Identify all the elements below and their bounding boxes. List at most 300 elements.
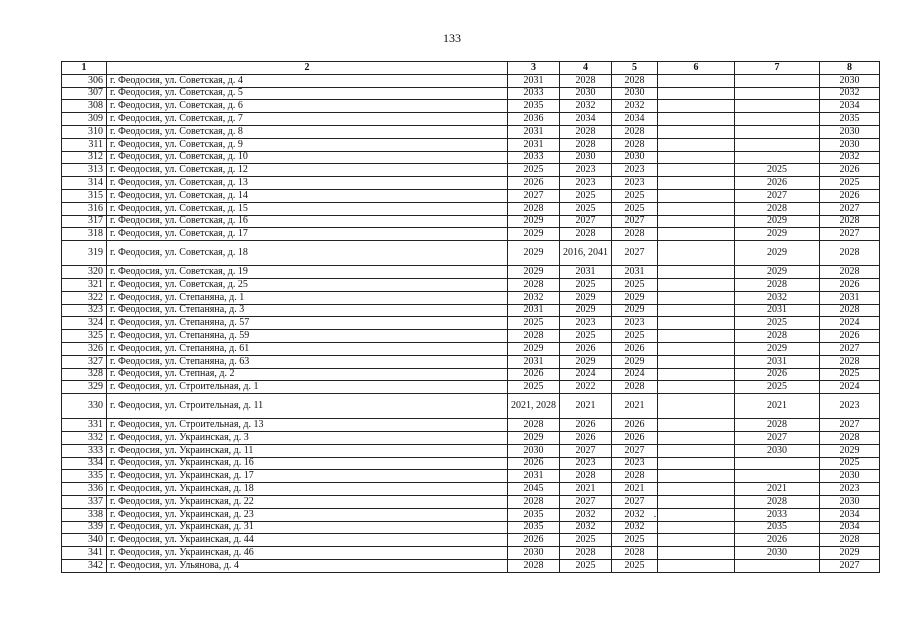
col-3-cell: 2028 bbox=[508, 559, 560, 572]
col-7-cell bbox=[735, 457, 820, 470]
col-6-cell bbox=[658, 278, 735, 291]
col-5-cell: 2023 bbox=[612, 317, 658, 330]
col-4-cell: 2034 bbox=[560, 113, 612, 126]
col-4-cell: 2026 bbox=[560, 431, 612, 444]
col-7-cell: 2021 bbox=[735, 483, 820, 496]
col-4-cell: 2027 bbox=[560, 215, 612, 228]
row-number-cell: 307 bbox=[62, 87, 107, 100]
col-7-cell: 2025 bbox=[735, 317, 820, 330]
col-8-cell: 2030 bbox=[820, 125, 880, 138]
address-cell: г. Феодосия, ул. Советская, д. 18 bbox=[107, 241, 508, 266]
table-row bbox=[62, 483, 880, 496]
row-number-cell: 335 bbox=[62, 470, 107, 483]
col-8-cell: 2028 bbox=[820, 215, 880, 228]
row-number-cell: 333 bbox=[62, 444, 107, 457]
col-5-cell: 2025 bbox=[612, 559, 658, 572]
col-3-cell: 2030 bbox=[508, 444, 560, 457]
col-4-cell: 2025 bbox=[560, 534, 612, 547]
col-7-cell: 2030 bbox=[735, 444, 820, 457]
table-row bbox=[62, 177, 880, 190]
col-3-cell: 2029 bbox=[508, 228, 560, 241]
table-row bbox=[62, 431, 880, 444]
col-5-cell: 2029 bbox=[612, 304, 658, 317]
col-5-cell: 2025 bbox=[612, 278, 658, 291]
col-4-cell: 2028 bbox=[560, 125, 612, 138]
table-row bbox=[62, 394, 880, 419]
col-6-cell bbox=[658, 470, 735, 483]
address-cell: г. Феодосия, ул. Степаняна, д. 61 bbox=[107, 342, 508, 355]
table-row bbox=[62, 74, 880, 87]
col-4-cell: 2025 bbox=[560, 189, 612, 202]
column-header: 5 bbox=[612, 62, 658, 75]
col-3-cell: 2031 bbox=[508, 304, 560, 317]
col-7-cell: 2030 bbox=[735, 547, 820, 560]
col-4-cell: 2026 bbox=[560, 419, 612, 432]
col-8-cell: 2026 bbox=[820, 189, 880, 202]
column-header: 7 bbox=[735, 62, 820, 75]
table-row bbox=[62, 419, 880, 432]
col-8-cell: 2034 bbox=[820, 508, 880, 521]
col-5-cell: 2026 bbox=[612, 342, 658, 355]
col-6-cell bbox=[658, 419, 735, 432]
column-header: 2 bbox=[107, 62, 508, 75]
address-cell: г. Феодосия, ул. Украинская, д. 18 bbox=[107, 483, 508, 496]
col-7-cell bbox=[735, 138, 820, 151]
col-4-cell: 2028 bbox=[560, 228, 612, 241]
col-5-cell: 2027 bbox=[612, 495, 658, 508]
table-header-row bbox=[62, 62, 880, 75]
col-4-cell: 2026 bbox=[560, 342, 612, 355]
col-3-cell: 2030 bbox=[508, 547, 560, 560]
col-3-cell: 2028 bbox=[508, 419, 560, 432]
col-8-cell: 2027 bbox=[820, 202, 880, 215]
col-6-cell bbox=[658, 547, 735, 560]
col-5-cell: 2029 bbox=[612, 355, 658, 368]
col-6-cell bbox=[658, 228, 735, 241]
table-row bbox=[62, 125, 880, 138]
col-3-cell: 2045 bbox=[508, 483, 560, 496]
col-3-cell: 2029 bbox=[508, 266, 560, 279]
table-row bbox=[62, 368, 880, 381]
col-8-cell: 2032 bbox=[820, 151, 880, 164]
address-cell: г. Феодосия, ул. Степная, д. 2 bbox=[107, 368, 508, 381]
table-row bbox=[62, 189, 880, 202]
table-row bbox=[62, 508, 880, 521]
column-header: 8 bbox=[820, 62, 880, 75]
table-row bbox=[62, 470, 880, 483]
row-number-cell: 309 bbox=[62, 113, 107, 126]
col-6-cell bbox=[658, 100, 735, 113]
col-7-cell bbox=[735, 151, 820, 164]
address-cell: г. Феодосия, ул. Строительная, д. 11 bbox=[107, 394, 508, 419]
row-number-cell: 326 bbox=[62, 342, 107, 355]
col-3-cell: 2035 bbox=[508, 508, 560, 521]
address-cell: г. Феодосия, ул. Украинская, д. 22 bbox=[107, 495, 508, 508]
col-3-cell: 2025 bbox=[508, 381, 560, 394]
col-4-cell: 2032 bbox=[560, 508, 612, 521]
col-6-cell bbox=[658, 457, 735, 470]
col-4-cell: 2023 bbox=[560, 177, 612, 190]
col-8-cell: 2024 bbox=[820, 381, 880, 394]
col-4-cell: 2030 bbox=[560, 151, 612, 164]
col-4-cell: 2023 bbox=[560, 164, 612, 177]
row-number-cell: 316 bbox=[62, 202, 107, 215]
col-5-cell: 2028 bbox=[612, 470, 658, 483]
col-3-cell: 2031 bbox=[508, 125, 560, 138]
col-3-cell: 2028 bbox=[508, 330, 560, 343]
row-number-cell: 308 bbox=[62, 100, 107, 113]
col-4-cell: 2029 bbox=[560, 304, 612, 317]
col-8-cell: 2026 bbox=[820, 278, 880, 291]
col-7-cell: 2028 bbox=[735, 278, 820, 291]
row-number-cell: 314 bbox=[62, 177, 107, 190]
col-7-cell: 2027 bbox=[735, 189, 820, 202]
col-5-cell: 2028 bbox=[612, 125, 658, 138]
col-6-cell bbox=[658, 138, 735, 151]
col-4-cell: 2028 bbox=[560, 547, 612, 560]
col-7-cell: 2027 bbox=[735, 431, 820, 444]
row-number-cell: 336 bbox=[62, 483, 107, 496]
col-5-cell: 2030 bbox=[612, 87, 658, 100]
col-5-cell: 2027 bbox=[612, 241, 658, 266]
col-3-cell: 2028 bbox=[508, 278, 560, 291]
row-number-cell: 334 bbox=[62, 457, 107, 470]
col-6-cell bbox=[658, 241, 735, 266]
col-6-cell bbox=[658, 394, 735, 419]
col-5-cell: 2021 bbox=[612, 483, 658, 496]
col-8-cell: 2026 bbox=[820, 330, 880, 343]
row-number-cell: 339 bbox=[62, 521, 107, 534]
col-5-cell: 2025 bbox=[612, 202, 658, 215]
address-cell: г. Феодосия, ул. Советская, д. 17 bbox=[107, 228, 508, 241]
col-4-cell: 2016, 2041 bbox=[560, 241, 612, 266]
col-3-cell: 2036 bbox=[508, 113, 560, 126]
table-row bbox=[62, 215, 880, 228]
col-8-cell: 2023 bbox=[820, 483, 880, 496]
row-number-cell: 327 bbox=[62, 355, 107, 368]
table-row bbox=[62, 202, 880, 215]
col-6-cell bbox=[658, 495, 735, 508]
col-6-cell bbox=[658, 368, 735, 381]
row-number-cell: 319 bbox=[62, 241, 107, 266]
col-6-cell bbox=[658, 330, 735, 343]
address-cell: г. Феодосия, ул. Советская, д. 10 bbox=[107, 151, 508, 164]
col-8-cell: 2027 bbox=[820, 419, 880, 432]
address-cell: г. Феодосия, ул. Украинская, д. 31 bbox=[107, 521, 508, 534]
address-cell: г. Феодосия, ул. Советская, д. 6 bbox=[107, 100, 508, 113]
col-4-cell: 2032 bbox=[560, 521, 612, 534]
col-7-cell: 2025 bbox=[735, 164, 820, 177]
col-8-cell: 2027 bbox=[820, 228, 880, 241]
row-number-cell: 341 bbox=[62, 547, 107, 560]
col-8-cell: 2030 bbox=[820, 74, 880, 87]
address-cell: г. Феодосия, ул. Украинская, д. 23 bbox=[107, 508, 508, 521]
table-row bbox=[62, 317, 880, 330]
col-6-cell bbox=[658, 113, 735, 126]
col-8-cell: 2034 bbox=[820, 100, 880, 113]
col-4-cell: 2024 bbox=[560, 368, 612, 381]
col-3-cell: 2026 bbox=[508, 534, 560, 547]
column-header: 6 bbox=[658, 62, 735, 75]
col-6-cell bbox=[658, 317, 735, 330]
col-8-cell: 2028 bbox=[820, 534, 880, 547]
col-4-cell: 2025 bbox=[560, 330, 612, 343]
row-number-cell: 306 bbox=[62, 74, 107, 87]
table-row bbox=[62, 381, 880, 394]
address-cell: г. Феодосия, ул. Советская, д. 14 bbox=[107, 189, 508, 202]
col-5-cell: 2027 bbox=[612, 215, 658, 228]
table-row bbox=[62, 330, 880, 343]
col-6-cell bbox=[658, 164, 735, 177]
col-3-cell: 2029 bbox=[508, 342, 560, 355]
col-3-cell: 2029 bbox=[508, 431, 560, 444]
col-3-cell: 2029 bbox=[508, 241, 560, 266]
column-header: 3 bbox=[508, 62, 560, 75]
address-cell: г. Феодосия, ул. Советская, д. 12 bbox=[107, 164, 508, 177]
col-7-cell: 2028 bbox=[735, 202, 820, 215]
row-number-cell: 313 bbox=[62, 164, 107, 177]
table-row bbox=[62, 241, 880, 266]
table-row bbox=[62, 355, 880, 368]
col-3-cell: 2033 bbox=[508, 151, 560, 164]
table-row bbox=[62, 495, 880, 508]
table-row bbox=[62, 100, 880, 113]
col-7-cell: 2025 bbox=[735, 381, 820, 394]
table-row bbox=[62, 534, 880, 547]
table-row bbox=[62, 228, 880, 241]
col-8-cell: 2028 bbox=[820, 266, 880, 279]
table-row bbox=[62, 164, 880, 177]
col-6-cell bbox=[658, 342, 735, 355]
row-number-cell: 331 bbox=[62, 419, 107, 432]
col-3-cell: 2026 bbox=[508, 457, 560, 470]
table-row bbox=[62, 291, 880, 304]
address-cell: г. Феодосия, ул. Степаняна, д. 59 bbox=[107, 330, 508, 343]
col-8-cell: 2034 bbox=[820, 521, 880, 534]
col-3-cell: 2025 bbox=[508, 164, 560, 177]
col-5-cell: 2028 bbox=[612, 381, 658, 394]
col-3-cell: 2028 bbox=[508, 202, 560, 215]
table-row bbox=[62, 266, 880, 279]
col-5-cell: 2023 bbox=[612, 164, 658, 177]
address-cell: г. Феодосия, ул. Советская, д. 19 bbox=[107, 266, 508, 279]
col-8-cell: 2026 bbox=[820, 164, 880, 177]
address-cell: г. Феодосия, ул. Строительная, д. 13 bbox=[107, 419, 508, 432]
col-6-cell bbox=[658, 304, 735, 317]
col-4-cell: 2029 bbox=[560, 291, 612, 304]
table-row bbox=[62, 457, 880, 470]
col-7-cell: 2029 bbox=[735, 266, 820, 279]
col-7-cell bbox=[735, 470, 820, 483]
col-8-cell: 2031 bbox=[820, 291, 880, 304]
col-7-cell: 2021 bbox=[735, 394, 820, 419]
col-5-cell: 2027 bbox=[612, 444, 658, 457]
address-cell: г. Феодосия, ул. Степаняна, д. 3 bbox=[107, 304, 508, 317]
col-8-cell: 2030 bbox=[820, 495, 880, 508]
scan-speck bbox=[654, 516, 656, 517]
col-7-cell: 2028 bbox=[735, 419, 820, 432]
row-number-cell: 328 bbox=[62, 368, 107, 381]
address-cell: г. Феодосия, ул. Степаняна, д. 1 bbox=[107, 291, 508, 304]
col-6-cell bbox=[658, 125, 735, 138]
row-number-cell: 340 bbox=[62, 534, 107, 547]
row-number-cell: 329 bbox=[62, 381, 107, 394]
col-3-cell: 2027 bbox=[508, 189, 560, 202]
col-4-cell: 2028 bbox=[560, 138, 612, 151]
col-5-cell: 2028 bbox=[612, 547, 658, 560]
col-4-cell: 2025 bbox=[560, 278, 612, 291]
col-8-cell: 2029 bbox=[820, 444, 880, 457]
col-3-cell: 2032 bbox=[508, 291, 560, 304]
col-4-cell: 2028 bbox=[560, 74, 612, 87]
row-number-cell: 312 bbox=[62, 151, 107, 164]
address-cell: г. Феодосия, ул. Украинская, д. 44 bbox=[107, 534, 508, 547]
col-4-cell: 2028 bbox=[560, 470, 612, 483]
col-3-cell: 2029 bbox=[508, 215, 560, 228]
col-8-cell: 2028 bbox=[820, 241, 880, 266]
address-cell: г. Феодосия, ул. Советская, д. 4 bbox=[107, 74, 508, 87]
col-4-cell: 2022 bbox=[560, 381, 612, 394]
col-4-cell: 2031 bbox=[560, 266, 612, 279]
col-8-cell: 2029 bbox=[820, 547, 880, 560]
col-8-cell: 2024 bbox=[820, 317, 880, 330]
col-3-cell: 2026 bbox=[508, 177, 560, 190]
col-6-cell bbox=[658, 521, 735, 534]
col-8-cell: 2027 bbox=[820, 559, 880, 572]
address-cell: г. Феодосия, ул. Советская, д. 7 bbox=[107, 113, 508, 126]
row-number-cell: 317 bbox=[62, 215, 107, 228]
col-5-cell: 2031 bbox=[612, 266, 658, 279]
col-5-cell: 2025 bbox=[612, 330, 658, 343]
row-number-cell: 342 bbox=[62, 559, 107, 572]
col-3-cell: 2026 bbox=[508, 368, 560, 381]
address-cell: г. Феодосия, ул. Советская, д. 13 bbox=[107, 177, 508, 190]
address-cell: г. Феодосия, ул. Советская, д. 5 bbox=[107, 87, 508, 100]
col-7-cell bbox=[735, 87, 820, 100]
table-body bbox=[62, 74, 880, 572]
col-6-cell bbox=[658, 177, 735, 190]
col-5-cell: 2023 bbox=[612, 457, 658, 470]
col-5-cell: 2026 bbox=[612, 419, 658, 432]
row-number-cell: 330 bbox=[62, 394, 107, 419]
col-4-cell: 2021 bbox=[560, 394, 612, 419]
col-7-cell: 2032 bbox=[735, 291, 820, 304]
col-5-cell: 2032 bbox=[612, 508, 658, 521]
table-row bbox=[62, 87, 880, 100]
housing-schedule-table bbox=[61, 61, 880, 573]
col-4-cell: 2030 bbox=[560, 87, 612, 100]
col-5-cell: 2024 bbox=[612, 368, 658, 381]
col-6-cell bbox=[658, 381, 735, 394]
col-3-cell: 2021, 2028 bbox=[508, 394, 560, 419]
col-7-cell: 2026 bbox=[735, 177, 820, 190]
col-7-cell: 2029 bbox=[735, 342, 820, 355]
col-7-cell: 2029 bbox=[735, 215, 820, 228]
table-row bbox=[62, 521, 880, 534]
row-number-cell: 320 bbox=[62, 266, 107, 279]
col-5-cell: 2025 bbox=[612, 189, 658, 202]
table-row bbox=[62, 444, 880, 457]
row-number-cell: 322 bbox=[62, 291, 107, 304]
col-8-cell: 2028 bbox=[820, 431, 880, 444]
col-3-cell: 2035 bbox=[508, 521, 560, 534]
column-header: 1 bbox=[62, 62, 107, 75]
col-8-cell: 2025 bbox=[820, 177, 880, 190]
table-row bbox=[62, 547, 880, 560]
col-6-cell bbox=[658, 266, 735, 279]
col-8-cell: 2025 bbox=[820, 457, 880, 470]
col-7-cell: 2031 bbox=[735, 355, 820, 368]
col-8-cell: 2030 bbox=[820, 138, 880, 151]
col-4-cell: 2025 bbox=[560, 559, 612, 572]
row-number-cell: 321 bbox=[62, 278, 107, 291]
col-6-cell bbox=[658, 87, 735, 100]
col-7-cell: 2029 bbox=[735, 241, 820, 266]
col-5-cell: 2034 bbox=[612, 113, 658, 126]
col-7-cell: 2031 bbox=[735, 304, 820, 317]
col-6-cell bbox=[658, 534, 735, 547]
col-3-cell: 2033 bbox=[508, 87, 560, 100]
table-row bbox=[62, 138, 880, 151]
col-8-cell: 2027 bbox=[820, 342, 880, 355]
col-5-cell: 2028 bbox=[612, 228, 658, 241]
row-number-cell: 337 bbox=[62, 495, 107, 508]
page-number: 133 bbox=[443, 31, 461, 45]
col-3-cell: 2031 bbox=[508, 470, 560, 483]
col-7-cell: 2028 bbox=[735, 330, 820, 343]
address-cell: г. Феодосия, ул. Советская, д. 25 bbox=[107, 278, 508, 291]
col-6-cell bbox=[658, 559, 735, 572]
row-number-cell: 318 bbox=[62, 228, 107, 241]
col-6-cell bbox=[658, 189, 735, 202]
col-4-cell: 2027 bbox=[560, 444, 612, 457]
col-7-cell: 2028 bbox=[735, 495, 820, 508]
row-number-cell: 338 bbox=[62, 508, 107, 521]
address-cell: г. Феодосия, ул. Строительная, д. 1 bbox=[107, 381, 508, 394]
column-header: 4 bbox=[560, 62, 612, 75]
col-8-cell: 2023 bbox=[820, 394, 880, 419]
col-3-cell: 2035 bbox=[508, 100, 560, 113]
col-7-cell bbox=[735, 125, 820, 138]
col-7-cell: 2026 bbox=[735, 368, 820, 381]
address-cell: г. Феодосия, ул. Украинская, д. 3 bbox=[107, 431, 508, 444]
address-cell: г. Феодосия, ул. Украинская, д. 46 bbox=[107, 547, 508, 560]
address-cell: г. Феодосия, ул. Советская, д. 15 bbox=[107, 202, 508, 215]
address-cell: г. Феодосия, ул. Украинская, д. 11 bbox=[107, 444, 508, 457]
col-4-cell: 2032 bbox=[560, 100, 612, 113]
col-3-cell: 2025 bbox=[508, 317, 560, 330]
col-5-cell: 2025 bbox=[612, 534, 658, 547]
col-8-cell: 2028 bbox=[820, 355, 880, 368]
col-8-cell: 2030 bbox=[820, 470, 880, 483]
row-number-cell: 311 bbox=[62, 138, 107, 151]
row-number-cell: 323 bbox=[62, 304, 107, 317]
table-row bbox=[62, 304, 880, 317]
col-8-cell: 2035 bbox=[820, 113, 880, 126]
col-5-cell: 2032 bbox=[612, 521, 658, 534]
row-number-cell: 315 bbox=[62, 189, 107, 202]
col-6-cell bbox=[658, 151, 735, 164]
col-7-cell bbox=[735, 100, 820, 113]
table-row bbox=[62, 559, 880, 572]
col-8-cell: 2032 bbox=[820, 87, 880, 100]
col-7-cell: 2035 bbox=[735, 521, 820, 534]
col-6-cell bbox=[658, 483, 735, 496]
col-7-cell bbox=[735, 74, 820, 87]
address-cell: г. Феодосия, ул. Советская, д. 9 bbox=[107, 138, 508, 151]
col-5-cell: 2029 bbox=[612, 291, 658, 304]
row-number-cell: 332 bbox=[62, 431, 107, 444]
